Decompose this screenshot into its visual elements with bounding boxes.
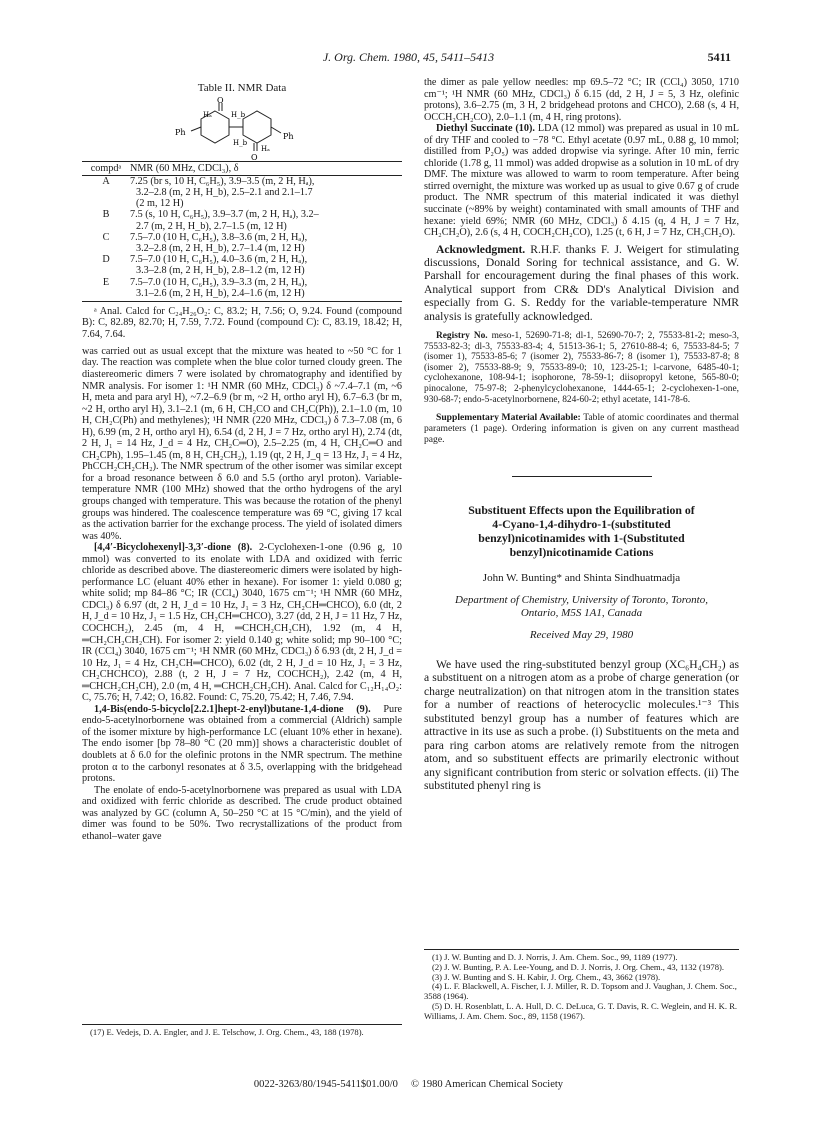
structure-label-ha-left: Hₐ bbox=[203, 110, 212, 119]
running-header bbox=[0, 50, 817, 66]
page-footer bbox=[0, 1079, 817, 1090]
compound-cell: C bbox=[102, 231, 110, 243]
chemical-structure-diagram bbox=[157, 97, 327, 161]
acknowledgment-text: R.H.F. thanks F. J. Weigert for stimulating discussions, Donald Soring for technical assistance, and G. W. Parshall for encouragement during the final phases of this work. Analytical support from CR& DD's Analytical Division and especially from G. S. Reddy for the variable-temperature NMR analysis is gratefully acknowledged. bbox=[424, 242, 739, 323]
journal-citation: J. Org. Chem. 1980, 45, 5411–5413 bbox=[322, 50, 495, 64]
supplementary-material bbox=[424, 413, 739, 445]
structure-label-ph-right: Ph bbox=[283, 131, 294, 141]
paragraph-dimers-7: was carried out as usual except that the mixture was heated to ~50 °C for 1 day. The reaction was complete when the blue color turned cloudy green. The diastereomeric dimers 7 were isolated by chromatography and identified by NMR analysis. For isomer 1: ¹H NMR (60 MHz, CDCl₃) δ ~7.4–7.1 (m, ~6 H, meta and para aryl H), ~7.2–6.9 (br m, ~2 H, ortho aryl H), 6.7–6.3 (br m, ~2 H, ortho aryl H), 3.1–2.1 (m, 6 H, CH₂CO and CH₂C(Ph)), 2.1–1.0 (m, 10 H, CH₂C(Ph) and methylenes); ¹H NMR (220 MHz, CDCl₃) δ 7.3–7.08 (m, 6 H), 6.99 (m, 2 H, ortho aryl H), 6.54 (d, 2 H, J = 7 Hz, ortho aryl H), 2.74 (dt, 2 H, J₁ = 14 Hz, J_d = 4 Hz, CH₂C═O), 2.5–2.25 (m, 4 H, CH₂C═O and CH₂CPh), 1.95–1.45 (m, 8 H, CH₂CH₂), 1.19 (qt, 2 H, J_q = 13 Hz, J₁ = 4 Hz, PhCCH₂CH₂CH₂). The NMR spectrum of the other isomer was similar except for a broad resonance between δ 6.0 and 5.5 (ortho aryl proton). Variable-temperature NMR (100 MHz) showed that the ortho hydrogens of the aryl groups changed with temperature. This was because the rotation of the phenyl groups was hindered. The coalescence temperature was 69 °C, giving 17 kcal as the activation barrier for the exchange process. The yield of isolated dimers was 40%. bbox=[82, 345, 402, 542]
article-body-intro: We have used the ring-substituted benzyl group (XC₆H₄CH₂) as a substituent on a nitrogen atom as a probe of charge generation (or charge neutralization) on that nitrogen atom in the transition states for a number of reactions of heterocyclic molecules.¹⁻³ This substituted benzyl group has a number of features which are attractive in its use as such a probe. (i) Substituents on the meta and para ring carbon atoms are relatively remote from the nitrogen atom, and so substituent effects are primarily electronic without any significant contribution from steric or solvation effects. (ii) The substituted phenyl ring is bbox=[424, 657, 739, 793]
compound-cell: A bbox=[102, 175, 110, 187]
copyright-notice: © 1980 American Chemical Society bbox=[411, 1079, 564, 1090]
nmr-cell bbox=[130, 277, 402, 302]
article-divider bbox=[512, 476, 652, 477]
nmr-line: 7.5 (s, 10 H, C₆H₅), 3.9–3.7 (m, 2 H, Hₐ), 3.2– bbox=[130, 209, 319, 221]
article-title bbox=[424, 503, 739, 559]
nmr-line: 3.1–2.6 (m, 2 H, H_b), 2.4–1.6 (m, 12 H) bbox=[136, 287, 305, 299]
acknowledgment bbox=[424, 243, 739, 323]
left-column bbox=[82, 77, 402, 842]
article-code: 0022-3263/80/1945-5411$01.00/0 bbox=[253, 1079, 398, 1090]
structure-label-o-bottom: O bbox=[251, 152, 258, 161]
table-row bbox=[82, 277, 402, 302]
supplementary-title: Supplementary Material Available: bbox=[436, 412, 581, 424]
table-row bbox=[82, 209, 402, 231]
diethyl-succinate-text: LDA (12 mmol) was prepared as usual in 10 mL of dry THF and cooled to −78 °C. Ethyl acetate (0.97 mL, 0.88 g, 10 mmol; distilled from P₂O₅) was added dropwise via syringe. After 10 min, ferric chloride (1.78 g, 11 mmol) was added dropwise as a solution in 10 mL of dry DMF. The mixture was allowed to warm to room temperature. After being stirred overnight, the mixture was worked up as usual to give 0.67 g of crude product. The NMR spectrum of this material indicated it was diethyl succinate (~89% by weight) contaminated with small amounts of THF and hexane: yield 69%; NMR (60 MHz, CDCl₃) δ 4.15 (q, 4 H, J = 7 Hz, CH₂CH₂O), 2.6 (s, 4 H, COCH₂CH₂CO), 1.25 (t, 6 H, J = 7 Hz, CH₃CH₂O). bbox=[424, 123, 739, 239]
article-title-line: benzyl)nicotinamides with 1-(Substituted bbox=[478, 530, 685, 545]
nmr-line: 7.5–7.0 (10 H, C₆H₅), 3.8–3.6 (m, 2 H, Hₐ), bbox=[130, 231, 308, 243]
footnote-17-text: (17) E. Vedejs, D. A. Engler, and J. E. Telschow, J. Org. Chem., 43, 188 (1978). bbox=[90, 1027, 364, 1037]
registry-title: Registry No. bbox=[436, 331, 488, 342]
nmr-cell bbox=[130, 232, 402, 254]
paragraph-dimer-needles: the dimer as pale yellow needles: mp 69.5–72 °C; IR (CCl₄) 3050, 1710 cm⁻¹; ¹H NMR (60 MHz, CDCl₃) δ 6.15 (dd, 2 H, J = 5, 3 Hz, olefinic protons), 3.6–2.75 (m, 3 H, 2 bridgehead protons and CHCO), 2.68 (s, 4 H, OCCH₂CH₂CO), 2.0–1.1 (m, 4 H, ring protons). bbox=[424, 77, 739, 123]
nmr-cell bbox=[130, 175, 402, 209]
affiliation-line: Ontario, M5S 1A1, Canada bbox=[520, 607, 643, 620]
nmr-line: 3.2–2.8 (m, 2 H, H_b), 2.7–1.4 (m, 12 H) bbox=[136, 242, 305, 254]
nmr-line: 7.5–7.0 (10 H, C₆H₅), 4.0–3.6 (m, 2 H, Hₐ), bbox=[130, 254, 308, 266]
article-title-line: 4-Cyano-1,4-dihydro-1-(substituted bbox=[492, 516, 671, 531]
structure-label-hb-bottom: H_b bbox=[233, 138, 248, 147]
column-header-nmr: NMR (60 MHz, CDCl₃), δ bbox=[130, 161, 402, 175]
page-number: 5411 bbox=[707, 50, 731, 64]
reference-item: (1) J. W. Bunting and D. J. Norris, J. Am. Chem. Soc., 99, 1189 (1977). bbox=[432, 952, 678, 962]
paragraph-compound-9 bbox=[82, 704, 402, 785]
nmr-line: 3.2–2.8 (m, 2 H, H_b), 2.5–2.1 and 2.1–1.7 bbox=[136, 186, 313, 198]
received-date: Received May 29, 1980 bbox=[529, 629, 634, 642]
reference-item: (5) D. H. Rosenblatt, L. A. Hull, D. C. DeLuca, G. T. Davis, R. C. Weglein, and H. K. R. Williams, J. Am. Chem. Soc., 89, 1158 (1967). bbox=[424, 1000, 738, 1021]
table-row bbox=[82, 175, 402, 209]
nmr-line: 7.25 (br s, 10 H, C₆H₅), 3.9–3.5 (m, 2 H, Hₐ), bbox=[130, 175, 315, 187]
compound-9-text: Pure endo-5-acetylnorbornene was obtained from a commercial (Aldrich) sample of the isomer mixture by high-performance LC (eluant 10% ether in hexane). The endo isomer [bp 78–80 °C (20 mm)] shows a characteristic doublet of doublets at δ 6.0 for the olefinic protons in the NMR spectrum. The methine proton α to the carbonyl resonates at δ 3.5, overlapping with the bridgehead protons. bbox=[82, 703, 402, 785]
paragraph-enolate: The enolate of endo-5-acetylnorbornene was prepared as usual with LDA and oxidized with ferric chloride as described. The crude product obtained was analyzed by GC (column A, 50–250 °C at 15 °C/min), and the yield of dimer was found to be 50%. Two recrystallizations of the product from ethanol–water gave bbox=[82, 784, 402, 842]
registry-numbers bbox=[424, 331, 739, 405]
column-header-compd: compdᵃ bbox=[82, 161, 130, 175]
supplementary-text: Table of atomic coordinates and thermal parameters (1 page). Ordering information is given on any current masthead page. bbox=[424, 412, 740, 445]
reference-item: (3) J. W. Bunting and S. H. Kabir, J. Org. Chem., 43, 3662 (1978). bbox=[432, 971, 661, 982]
nmr-line: 2.7 (m, 2 H, H_b), 2.7–1.5 (m, 12 H) bbox=[136, 220, 287, 232]
references-list bbox=[424, 949, 739, 1022]
table-footnote: ᵃ Anal. Calcd for C₂₄H₂₆O₂: C, 83.2; H, 7.56; O, 9.24. Found (compound B): C, 82.89, 82.70; H, 7.59, 7.72. Found (compound C): C, 83.19, 18.42; H, 7.64, 7.64. bbox=[82, 305, 402, 340]
compound-cell: D bbox=[102, 254, 110, 266]
structure-label-hb-top: H_b bbox=[231, 110, 246, 119]
article-title-line: benzyl)nicotinamide Cations bbox=[509, 544, 654, 559]
table-title: Table II. NMR Data bbox=[197, 82, 287, 94]
nmr-line: 7.5–7.0 (10 H, C₆H₅), 3.9–3.3 (m, 2 H, Hₐ), bbox=[130, 276, 308, 288]
affiliation-line: Department of Chemistry, University of Toronto, Toronto, bbox=[455, 594, 708, 607]
structure-label-o-top: O bbox=[217, 96, 224, 105]
right-column bbox=[424, 77, 739, 793]
article-authors: John W. Bunting* and Shinta Sindhuatmadja bbox=[482, 571, 681, 584]
footnote-17 bbox=[82, 1024, 402, 1038]
nmr-cell bbox=[130, 209, 402, 231]
structure-label-ph-left: Ph bbox=[175, 127, 186, 137]
paragraph-diethyl-succinate bbox=[424, 123, 739, 238]
compound-cell: B bbox=[102, 209, 110, 221]
reference-item: (4) L. F. Blackwell, A. Fischer, I. J. Miller, R. D. Topsom and J. Vaughan, J. Chem. Soc., 3588 (1964). bbox=[424, 981, 737, 1002]
table-row bbox=[82, 254, 402, 276]
diethyl-succinate-title: Diethyl Succinate (10). bbox=[436, 123, 535, 135]
article-title-line: Substituent Effects upon the Equilibration of bbox=[468, 502, 695, 517]
nmr-cell bbox=[130, 254, 402, 276]
compound-8-title: [4,4′-Bicyclohexenyl]-3,3′-dione (8). bbox=[94, 542, 253, 554]
article-affiliation bbox=[424, 594, 739, 620]
compound-8-text: 2-Cyclohexen-1-one (0.96 g, 10 mmol) was converted to its enolate with LDA and oxidized with ferric chloride as described above. The diastereomeric dimers were isolated by high-performance LC (eluant 40% ether in hexane). For isomer 1: yield 0.080 g; white solid; mp 84–86 °C; IR (CCl₄) 3040, 1675 cm⁻¹; ¹H NMR (60 MHz, CDCl₃) δ 6.97 (dt, 2 H, J_d = 10 Hz, J₁ = 3 Hz, CH₂CH═CHCO), 6.0 (dt, 2 H, J_d = 10 Hz, J₁ = 1.5 Hz, CH₂CH═CHCO), 3.27 (dd, 2 H, J = 11 Hz, 7 Hz, COCHCH₂), 2.45 (m, 4 H, ═CHCH₂CH₂CH), 1.92 (m, 4 H, ═CH₂CH₂CH₂CH). For isomer 2: yield 0.140 g; white solid; mp 90–100 °C; IR (CCl₄) 3040, 1675 cm⁻¹; ¹H NMR (60 MHz, CDCl₃) δ 6.93 (dt, 2 H, J_d = 10 Hz, J₁ = 4 Hz, CH₂CH═CHCO), 6.02 (dt, 2 H, J_d = 10 Hz, J₁ = 3 Hz, CH₂CHCHCO), 2.88 (t, 2 H, J = 7 Hz, COCHCH₂), 2.42 (m, 4 H, ═CHCH₂CH₂CH), 2.0 (m, 4 H, ═CHCH₂CH₂CH). Anal. Calcd for C₁₂H₁₄O₂: C, 75.76; H, 7.42; O, 16.82. Found: C, 75.20, 75.42; H, 7.46, 7.94. bbox=[82, 542, 402, 704]
reference-item: (2) J. W. Bunting, P. A. Lee-Young, and D. J. Norris, J. Org. Chem., 43, 1132 (1978). bbox=[432, 961, 725, 972]
compound-9-title: 1,4-Bis(endo-5-bicyclo[2.2.1]hept-2-enyl)butane-1,4-dione (9). bbox=[94, 703, 371, 715]
compound-cell: E bbox=[82, 277, 130, 302]
paragraph-compound-8 bbox=[82, 542, 402, 704]
nmr-line: (2 m, 12 H) bbox=[136, 198, 184, 210]
registry-text: meso-1, 52690-71-8; dl-1, 52690-70-7; 2, 75533-81-2; meso-3, 75533-82-3; dl-3, 75533-83-4; 4, 51513-36-1; 5, 27610-88-4; 6, 75533-84-5; 7 (isomer 1), 75533-85-6; 7 (isomer 2), 75533-86-7; 8 (isomer 1), 75533-87-8; 8 (isomer 2), 75533-88-9; 9, 75533-89-0; 10, 123-25-1; l-carvone, 6485-40-1; cyclohexanone, 108-94-1; isophorone, 78-59-1; diisopropyl ketone, 565-80-0; pinocalone, 75-97-8; 2-phenylcyclohexanone, 1444-65-1; 2-cyclohexen-1-one, 930-68-7; endo-5-acetylnorbornene, 824-60-2; ethyl acetate, 141-78-6. bbox=[424, 331, 739, 405]
nmr-data-table bbox=[82, 161, 402, 302]
table-row bbox=[82, 232, 402, 254]
acknowledgment-title: Acknowledgment. bbox=[436, 242, 526, 256]
structure-label-ha-right: Hₐ bbox=[261, 144, 270, 153]
nmr-line: 3.3–2.8 (m, 2 H, H_b), 2.8–1.2 (m, 12 H) bbox=[136, 265, 305, 277]
